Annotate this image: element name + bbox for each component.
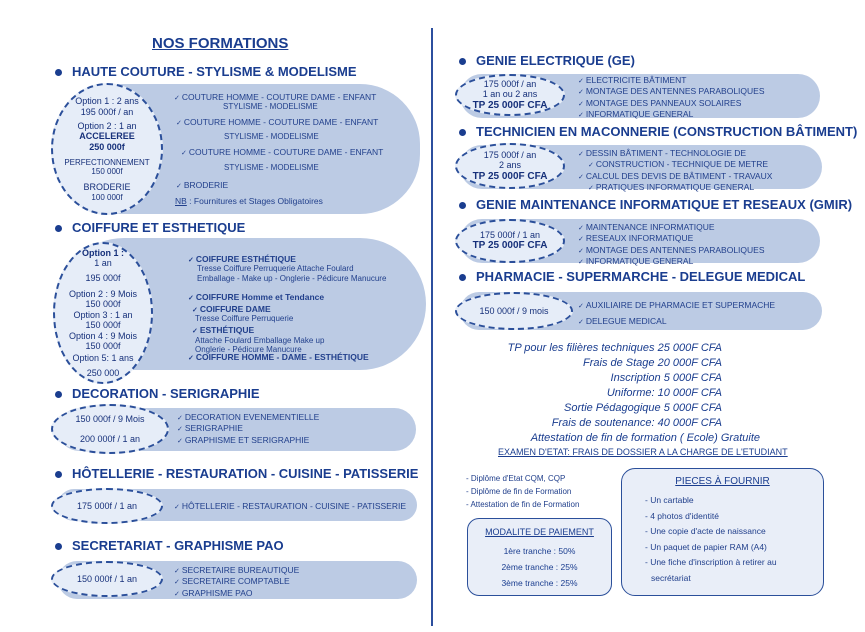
coiffure-line: Attache Foulard Emballage Make up (195, 336, 325, 345)
gmir-program-list: ✓ MAINTENANCE INFORMATIQUE ✓ RESEAUX INFORMATIQUE ✓ MONTAGE DES ANTENNES PARABOLIQUES ✓ INFORMATIQUE GENERAL (578, 222, 765, 268)
bullet-icon (55, 69, 62, 76)
section-decoration-heading: DECORATION - SERIGRAPHIE (55, 386, 260, 401)
coiffure-line: ✓ COIFFURE ESTHÉTIQUE (188, 254, 296, 265)
secretariat-program-list: ✓ SECRETAIRE BUREAUTIQUE ✓ SECRETAIRE COMPTABLE ✓ GRAPHISME PAO (174, 565, 299, 599)
bullet-icon (459, 129, 466, 136)
section-coiffure-heading: COIFFURE ET ESTHETIQUE (55, 220, 245, 235)
bullet-icon (459, 58, 466, 65)
maconnerie-price-oval: 175 000f / an 2 ans TP 25 000F CFA (455, 143, 565, 189)
section-pharmacie-heading: PHARMACIE - SUPERMARCHE - DELEGUE MEDICAL (459, 269, 805, 284)
haute-couture-program-list: ✓ COUTURE HOMME - COUTURE DAME - ENFANT (174, 92, 376, 103)
pharmacie-price-oval: 150 000f / 9 mois (455, 292, 573, 330)
hotellerie-program-list: ✓ HÔTELLERIE - RESTAURATION - CUISINE - PATISSERIE (174, 501, 406, 512)
maconnerie-program-list: ✓ DESSIN BÂTIMENT - TECHNOLOGIE DE ✓ CONSTRUCTION - TECHNIQUE DE METRE ✓ CALCUL DES DEVIS DE BÂTIMENT - TRAVAUX ✓ PRATIQUES INFORMATIQUE GENERAL (578, 148, 772, 194)
haute-couture-program-list: ✓ COUTURE HOMME - COUTURE DAME - ENFANT (176, 117, 378, 128)
page-title: NOS FORMATIONS (152, 35, 289, 52)
secretariat-price-oval: 150 000f / 1 an (51, 561, 163, 597)
section-hotellerie-heading: HÔTELLERIE - RESTAURATION - CUISINE - PATISSERIE (55, 466, 418, 481)
pieces-a-fournir-box (621, 468, 824, 596)
bullet-icon (459, 274, 466, 281)
bullet-icon (55, 225, 62, 232)
pieces-list: - Un cartable - 4 photos d'identité - Une copie d'acte de naissance - Un paquet de papier RAM (A4) - Une fiche d'inscription à retirer au secrétariat (645, 495, 777, 583)
haute-couture-line: STYLISME - MODELISME (224, 163, 319, 172)
haute-couture-line: STYLISME - MODELISME (224, 132, 319, 141)
coiffure-line: ✓ COIFFURE DAME (192, 304, 271, 315)
decoration-price-oval: 150 000f / 9 Mois 200 000f / 1 an (51, 404, 169, 454)
bullet-icon (55, 391, 62, 398)
column-divider (431, 28, 433, 626)
haute-couture-program-list: ✓ COUTURE HOMME - COUTURE DAME - ENFANT (181, 147, 383, 158)
modalite-paiement-title: MODALITE DE PAIEMENT (485, 527, 594, 537)
bullet-icon (55, 543, 62, 550)
coiffure-line: Tresse Coiffure Perruquerie (195, 314, 294, 323)
examen-note: EXAMEN D'ETAT: FRAIS DE DOSSIER A LA CHARGE DE L'ETUDIANT (498, 447, 788, 457)
haute-couture-nb-note: NB : Fournitures et Stages Obligatoires (175, 196, 323, 206)
gmir-price-oval: 175 000f / 1 an TP 25 000F CFA (455, 219, 565, 263)
genie-electrique-program-list: ✓ ELECTRICITE BÂTIMENT ✓ MONTAGE DES ANTENNES PARABOLIQUES ✓ MONTAGE DES PANNEAUX SOLAIRES ✓ INFORMATIQUE GENERAL (578, 75, 765, 121)
fees-list: TP pour les filières techniques 25 000F CFA Frais de Stage 20 000F CFA Inscription 5 000F CFA Uniforme: 10 000F CFA Sortie Pédagogique 5 000F CFA Frais de soutenance: 40 000F CFA (507, 342, 722, 429)
coiffure-line: ✓ COIFFURE HOMME - DAME - ESTHÉTIQUE (188, 352, 369, 363)
modalite-paiement-box (467, 518, 612, 596)
fees-attestation: Attestation de fin de formation ( Ecole) Gratuite (530, 432, 760, 444)
genie-electrique-price-oval: 175 000f / an 1 an ou 2 ans TP 25 000F CFA (455, 74, 565, 116)
decoration-program-list: ✓ DECORATION EVENEMENTIELLE ✓ SERIGRAPHIE ✓ GRAPHISME ET SERIGRAPHIE (177, 412, 319, 446)
coiffure-line: Emballage - Make up - Onglerie - Pédicure Manucure (197, 274, 387, 283)
diplomes-list: - Diplôme d'Etat CQM, CQP - Diplôme de fin de Formation - Attestation de fin de Formation (466, 474, 580, 509)
section-haute-couture-heading: HAUTE COUTURE - STYLISME & MODELISME (55, 64, 357, 79)
pharmacie-program-list: ✓ AUXILIAIRE DE PHARMACIE ET SUPERMACHE ✓ DELEGUE MEDICAL (578, 297, 775, 330)
bullet-icon (55, 471, 62, 478)
coiffure-line: ✓ ESTHÉTIQUE (192, 325, 254, 336)
bullet-icon (459, 202, 466, 209)
section-genie-electrique-heading: GENIE ELECTRIQUE (GE) (459, 53, 635, 68)
coiffure-line: ✓ COIFFURE Homme et Tendance (188, 292, 324, 303)
haute-couture-program-list: ✓ BRODERIE (176, 180, 228, 191)
modalite-tranche-1: 1ère tranche : 50% (503, 546, 576, 556)
coiffure-line: Tresse Coiffure Perruquerie Attache Foulard (197, 264, 354, 273)
section-gmir-heading: GENIE MAINTENANCE INFORMATIQUE ET RESEAUX (GMIR) (459, 197, 852, 212)
section-secretariat-heading: SECRETARIAT - GRAPHISME PAO (55, 538, 284, 553)
pieces-title: PIECES À FOURNIR (675, 476, 770, 487)
hotellerie-price-oval: 175 000f / 1 an (51, 488, 163, 524)
coiffure-price-oval: Option 1 : 1 an 195 000f Option 2 : 9 Mois 150 000f Option 3 : 1 an 150 000f Option 4 : 9 Mois 150 000f Option 5: 1 ans 250 000 (53, 242, 153, 384)
haute-couture-price-oval: Option 1 : 2 ans 195 000f / an Option 2 : 1 an ACCELEREE 250 000f PERFECTIONNEMENT 150 000f BRODERIE 100 000f (51, 83, 163, 215)
coiffure-line: Onglerie - Pédicure Manucure (195, 345, 302, 354)
modalite-tranche-2: 2ème tranche : 25% (501, 562, 578, 572)
section-maconnerie-heading: TECHNICIEN EN MACONNERIE (CONSTRUCTION BÂTIMENT) (459, 124, 857, 139)
modalite-tranche-3: 3ème tranche : 25% (501, 578, 578, 588)
haute-couture-line: STYLISME - MODELISME (223, 102, 318, 111)
